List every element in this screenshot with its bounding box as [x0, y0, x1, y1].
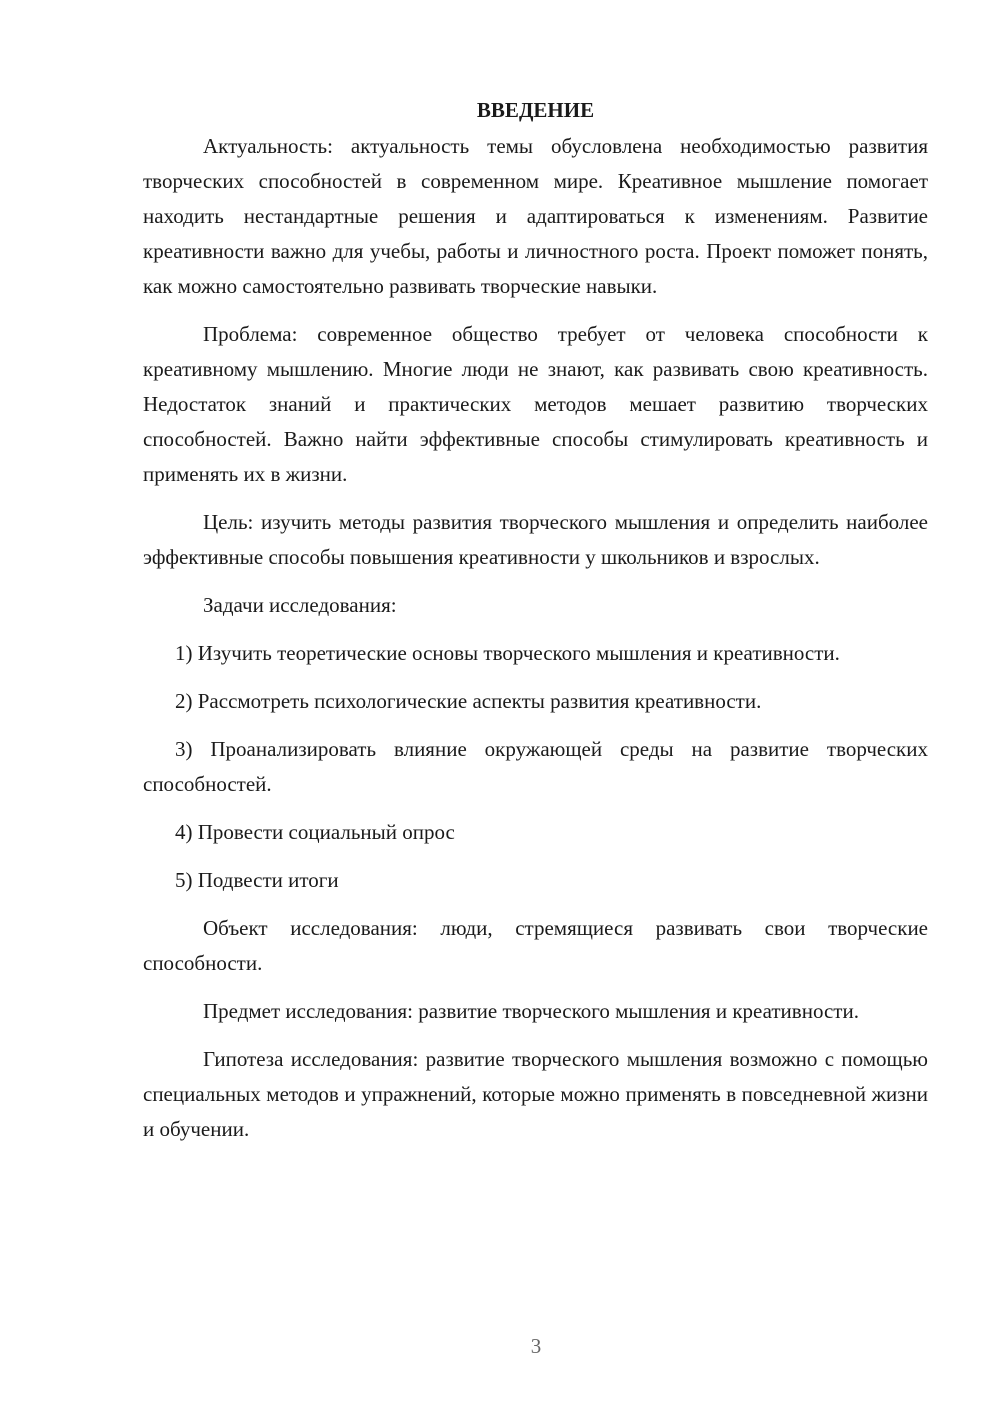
relevance-paragraph: Актуальность: актуальность темы обусловлена необходимостью развития творческих способностей в современном мире. Креативное мышление помогает находить нестандартные решения и адаптироваться к изменениям. Развитие креативности важно для учебы, работы и личностного роста. Проект поможет понять, как можно самостоятельно развивать творческие навыки. [143, 134, 928, 298]
task-item-3: 3) Проанализировать влияние окружающей среды на развитие творческих способностей. [143, 737, 928, 796]
problem-paragraph: Проблема: современное общество требует от человека способности к креативному мышлению. Многие люди не знают, как развивать свою креативность. Недостаток знаний и практических методов мешает развитию творческих способностей. Важно найти эффективные способы стимулировать креативность и применять их в жизни. [143, 322, 928, 486]
task-item-5: 5) Подвести итоги [175, 868, 339, 892]
task-item-4: 4) Провести социальный опрос [175, 820, 455, 844]
page-number: 3 [530, 1334, 542, 1358]
subject-paragraph: Предмет исследования: развитие творческого мышления и креативности. [203, 999, 859, 1023]
section-heading: ВВЕДЕНИЕ [476, 98, 595, 122]
task-item-2: 2) Рассмотреть психологические аспекты развития креативности. [175, 689, 762, 713]
hypothesis-paragraph: Гипотеза исследования: развитие творческого мышления возможно с помощью специальных методов и упражнений, которые можно применять в повседневной жизни и обучении. [143, 1047, 928, 1141]
page-content [143, 95, 928, 1160]
task-item-1: 1) Изучить теоретические основы творческого мышления и креативности. [175, 641, 840, 665]
object-paragraph: Объект исследования: люди, стремящиеся развивать свои творческие способности. [143, 916, 928, 975]
goal-paragraph: Цель: изучить методы развития творческого мышления и определить наиболее эффективные способы повышения креативности у школьников и взрослых. [143, 510, 928, 569]
tasks-heading: Задачи исследования: [203, 593, 397, 617]
